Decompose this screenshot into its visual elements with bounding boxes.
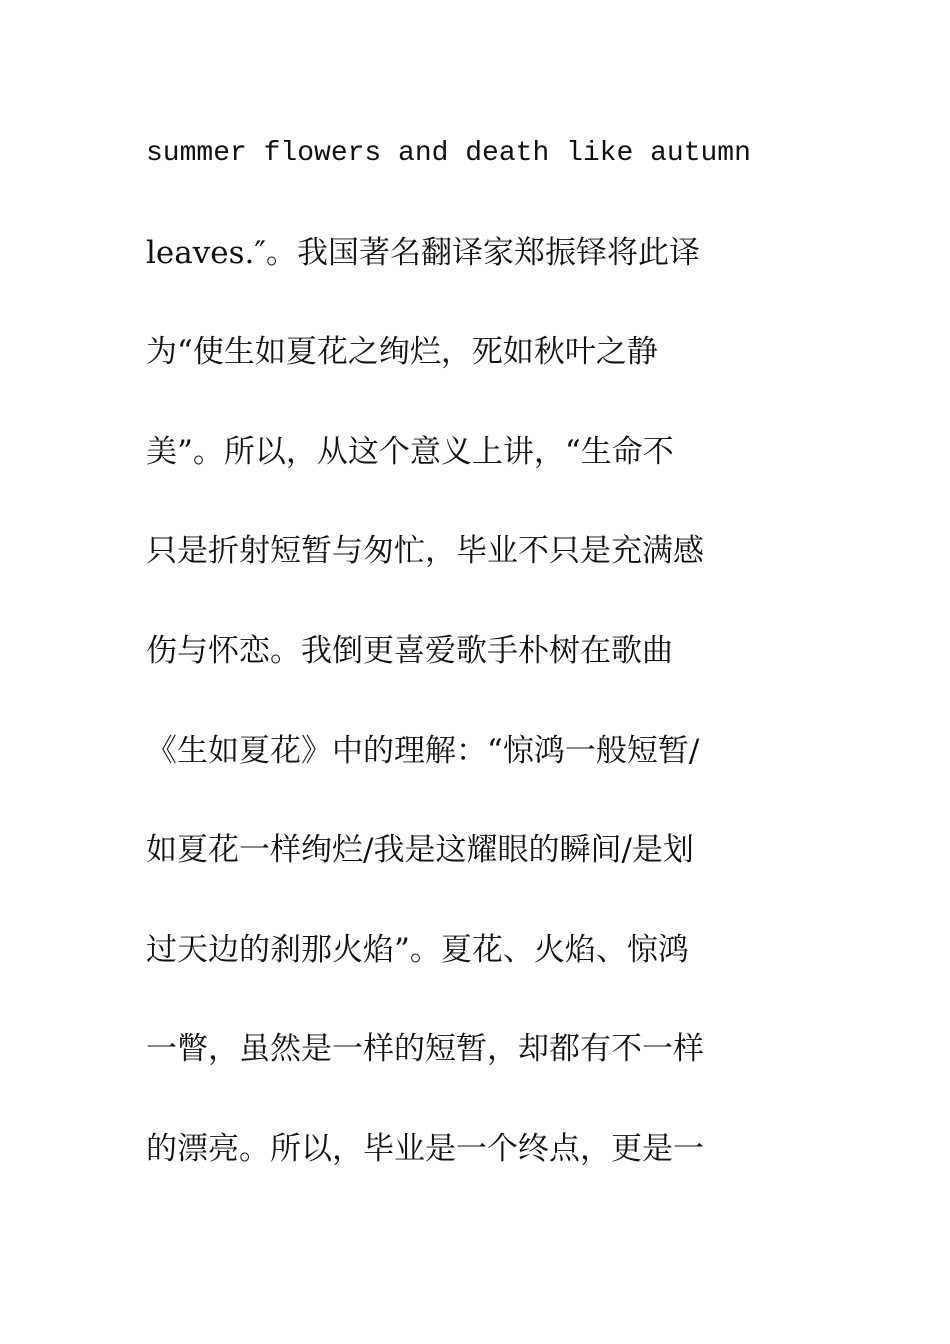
- text-line: 只是折射短暂与匆忙，毕业不只是充满感: [146, 533, 704, 570]
- text-line: 伤与怀恋。我倒更喜爱歌手朴树在歌曲: [146, 632, 673, 669]
- text-line: leaves.″。我国著名翻译家郑振铎将此译: [146, 234, 700, 271]
- text-line: 如夏花一样绚烂/我是这耀眼的瞬间/是划: [146, 832, 694, 869]
- text-line: 美”。所以，从这个意义上讲，“生命不: [146, 433, 674, 470]
- text-line: 《生如夏花》中的理解：“惊鸿一般短暂/: [146, 732, 700, 769]
- text-line: summer flowers and death like autumn: [146, 138, 751, 169]
- text-line: 一瞥，虽然是一样的短暂，却都有不一样: [146, 1031, 704, 1068]
- text-line: 为“使生如夏花之绚烂，死如秋叶之静: [146, 334, 658, 371]
- text-line: 的漂亮。所以，毕业是一个终点，更是一: [146, 1130, 704, 1167]
- body-text: [146, 104, 846, 1200]
- text-line: 过天边的刹那火焰”。夏花、火焰、惊鸿: [146, 931, 689, 968]
